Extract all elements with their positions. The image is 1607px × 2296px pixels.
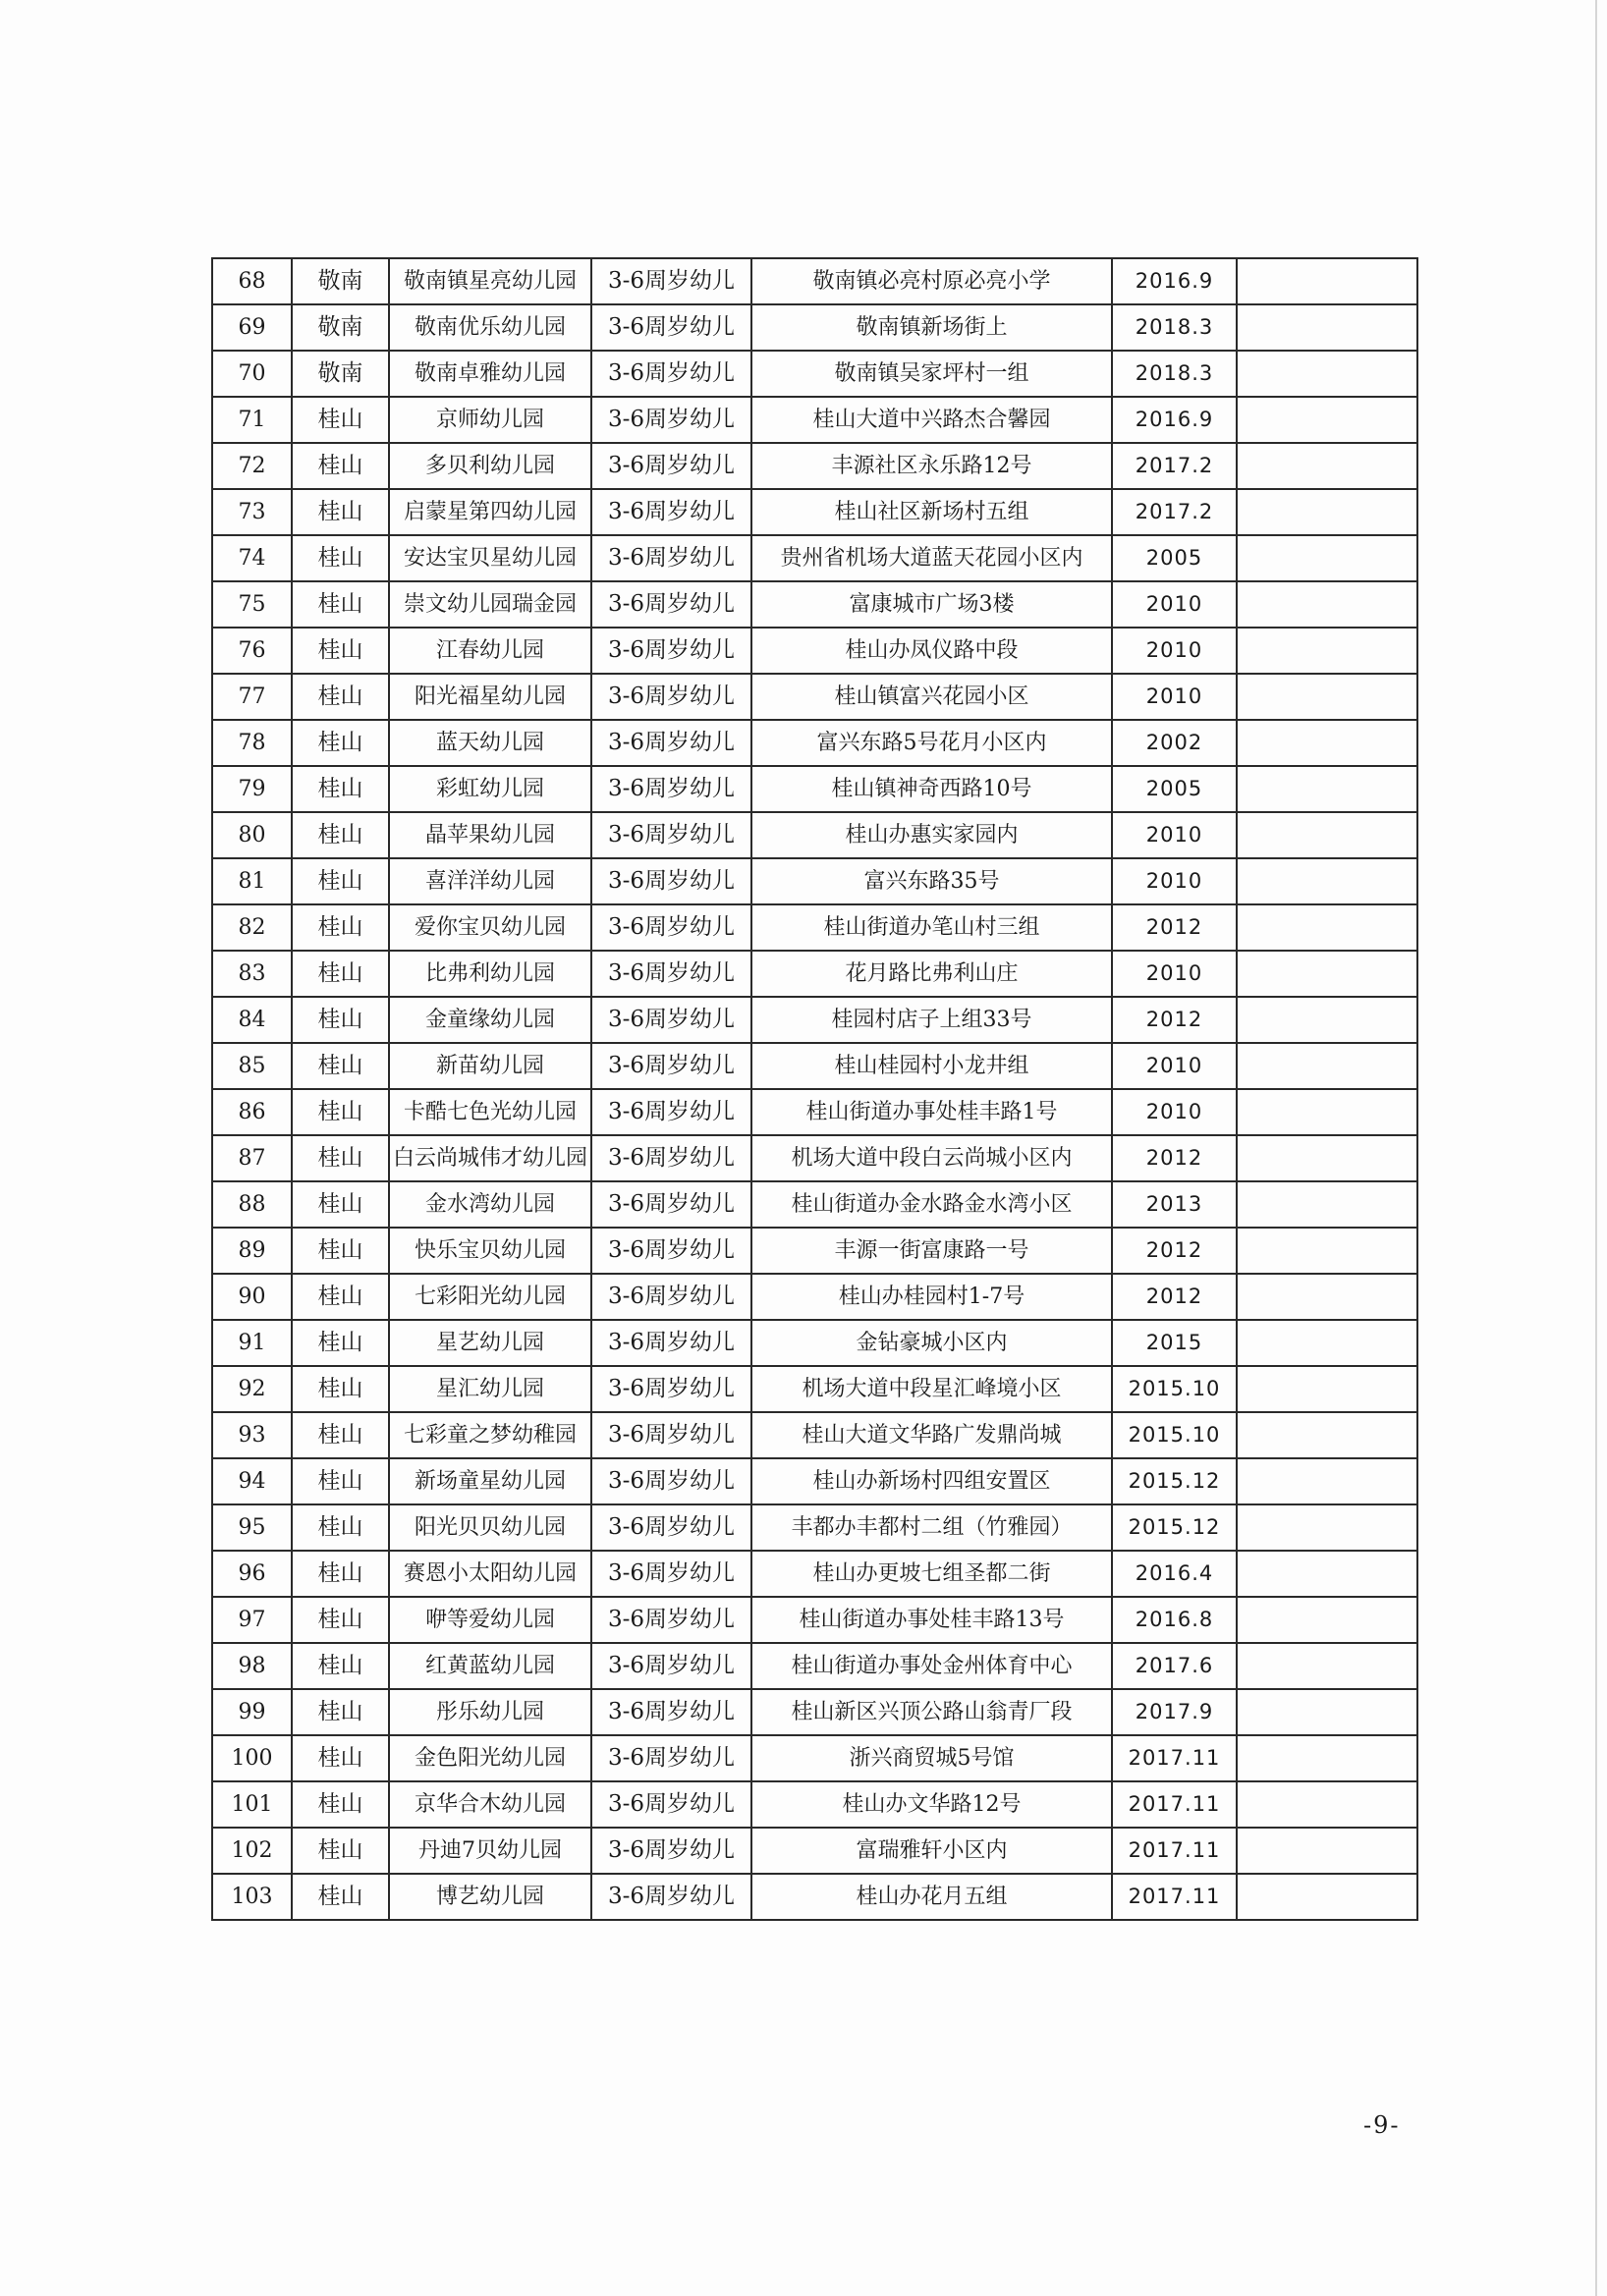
cell-kindergarten-name: 敬南卓雅幼儿园 [389,351,591,397]
cell-blank [1237,1089,1417,1135]
table-row [212,397,1417,443]
table-row [212,1874,1417,1920]
cell-address: 桂山办更坡七组圣都二街 [751,1551,1112,1597]
cell-blank [1237,1735,1417,1781]
cell-date: 2018.3 [1112,351,1237,397]
cell-kindergarten-name: 金水湾幼儿园 [389,1181,591,1228]
cell-town: 桂山 [292,674,389,720]
cell-town: 桂山 [292,951,389,997]
cell-town: 桂山 [292,997,389,1043]
cell-age-range: 3-6周岁幼儿 [591,766,751,812]
cell-age-range: 3-6周岁幼儿 [591,1689,751,1735]
table-row [212,720,1417,766]
cell-town: 桂山 [292,1828,389,1874]
cell-date: 2018.3 [1112,304,1237,351]
cell-kindergarten-name: 星汇幼儿园 [389,1366,591,1412]
table-row [212,1412,1417,1458]
cell-address: 桂山新区兴顶公路山翁青厂段 [751,1689,1112,1735]
cell-address: 机场大道中段白云尚城小区内 [751,1135,1112,1181]
table-row [212,1320,1417,1366]
cell-date: 2016.9 [1112,258,1237,304]
cell-address: 桂山办新场村四组安置区 [751,1458,1112,1504]
cell-address: 金钻豪城小区内 [751,1320,1112,1366]
cell-blank [1237,1504,1417,1551]
cell-date: 2010 [1112,812,1237,858]
cell-town: 桂山 [292,1504,389,1551]
table-row [212,812,1417,858]
cell-age-range: 3-6周岁幼儿 [591,351,751,397]
cell-blank [1237,858,1417,904]
cell-date: 2016.8 [1112,1597,1237,1643]
cell-number: 74 [212,535,292,581]
table-row [212,1228,1417,1274]
cell-date: 2010 [1112,628,1237,674]
cell-date: 2012 [1112,997,1237,1043]
cell-address: 丰都办丰都村二组（竹雅园） [751,1504,1112,1551]
table-row [212,304,1417,351]
cell-town: 桂山 [292,1597,389,1643]
cell-date: 2013 [1112,1181,1237,1228]
cell-address: 桂山镇神奇西路10号 [751,766,1112,812]
table-row [212,1043,1417,1089]
cell-age-range: 3-6周岁幼儿 [591,858,751,904]
cell-number: 82 [212,904,292,951]
cell-town: 桂山 [292,1643,389,1689]
cell-number: 70 [212,351,292,397]
cell-age-range: 3-6周岁幼儿 [591,812,751,858]
cell-number: 103 [212,1874,292,1920]
cell-number: 80 [212,812,292,858]
cell-town: 桂山 [292,1320,389,1366]
cell-age-range: 3-6周岁幼儿 [591,443,751,489]
table-row [212,581,1417,628]
cell-blank [1237,720,1417,766]
cell-number: 75 [212,581,292,628]
cell-blank [1237,674,1417,720]
cell-date: 2015.12 [1112,1458,1237,1504]
cell-address: 丰源一街富康路一号 [751,1228,1112,1274]
cell-blank [1237,1828,1417,1874]
cell-address: 桂山桂园村小龙井组 [751,1043,1112,1089]
table-row [212,443,1417,489]
cell-town: 桂山 [292,720,389,766]
cell-kindergarten-name: 星艺幼儿园 [389,1320,591,1366]
cell-number: 69 [212,304,292,351]
cell-number: 86 [212,1089,292,1135]
cell-number: 95 [212,1504,292,1551]
cell-blank [1237,1135,1417,1181]
cell-age-range: 3-6周岁幼儿 [591,1320,751,1366]
cell-kindergarten-name: 安达宝贝星幼儿园 [389,535,591,581]
cell-kindergarten-name: 赛恩小太阳幼儿园 [389,1551,591,1597]
cell-blank [1237,628,1417,674]
cell-town: 桂山 [292,1689,389,1735]
cell-address: 桂山大道文华路广发鼎尚城 [751,1412,1112,1458]
cell-blank [1237,1181,1417,1228]
cell-blank [1237,1274,1417,1320]
cell-town: 敬南 [292,351,389,397]
cell-kindergarten-name: 喜洋洋幼儿园 [389,858,591,904]
cell-blank [1237,1874,1417,1920]
table-row [212,628,1417,674]
cell-age-range: 3-6周岁幼儿 [591,720,751,766]
cell-number: 101 [212,1781,292,1828]
cell-kindergarten-name: 爱你宝贝幼儿园 [389,904,591,951]
cell-date: 2002 [1112,720,1237,766]
cell-kindergarten-name: 晶苹果幼儿园 [389,812,591,858]
cell-age-range: 3-6周岁幼儿 [591,258,751,304]
cell-age-range: 3-6周岁幼儿 [591,997,751,1043]
cell-number: 94 [212,1458,292,1504]
cell-date: 2010 [1112,1089,1237,1135]
cell-address: 桂山办桂园村1-7号 [751,1274,1112,1320]
cell-town: 桂山 [292,1043,389,1089]
cell-number: 97 [212,1597,292,1643]
cell-date: 2015.12 [1112,1504,1237,1551]
cell-town: 桂山 [292,535,389,581]
cell-date: 2010 [1112,674,1237,720]
cell-blank [1237,304,1417,351]
cell-address: 富兴东路35号 [751,858,1112,904]
cell-date: 2010 [1112,1043,1237,1089]
cell-blank [1237,397,1417,443]
table-row [212,1135,1417,1181]
table-row [212,1274,1417,1320]
table-row [212,674,1417,720]
cell-town: 桂山 [292,1458,389,1504]
table-row [212,1181,1417,1228]
table-row [212,1597,1417,1643]
cell-blank [1237,489,1417,535]
cell-kindergarten-name: 七彩阳光幼儿园 [389,1274,591,1320]
cell-town: 桂山 [292,443,389,489]
cell-number: 87 [212,1135,292,1181]
table-row [212,904,1417,951]
table-row [212,1781,1417,1828]
cell-age-range: 3-6周岁幼儿 [591,1597,751,1643]
cell-address: 桂山办文华路12号 [751,1781,1112,1828]
cell-blank [1237,1412,1417,1458]
cell-number: 100 [212,1735,292,1781]
cell-kindergarten-name: 启蒙星第四幼儿园 [389,489,591,535]
cell-kindergarten-name: 蓝天幼儿园 [389,720,591,766]
table-row [212,258,1417,304]
cell-date: 2015 [1112,1320,1237,1366]
cell-blank [1237,1458,1417,1504]
cell-age-range: 3-6周岁幼儿 [591,1735,751,1781]
cell-kindergarten-name: 京华合木幼儿园 [389,1781,591,1828]
cell-date: 2017.11 [1112,1781,1237,1828]
cell-address: 花月路比弗利山庄 [751,951,1112,997]
cell-age-range: 3-6周岁幼儿 [591,1643,751,1689]
cell-kindergarten-name: 博艺幼儿园 [389,1874,591,1920]
cell-address: 富瑞雅轩小区内 [751,1828,1112,1874]
cell-date: 2017.2 [1112,489,1237,535]
cell-town: 桂山 [292,581,389,628]
cell-kindergarten-name: 快乐宝贝幼儿园 [389,1228,591,1274]
cell-date: 2010 [1112,951,1237,997]
cell-date: 2015.10 [1112,1412,1237,1458]
cell-number: 98 [212,1643,292,1689]
cell-date: 2017.11 [1112,1828,1237,1874]
table-row [212,1366,1417,1412]
cell-age-range: 3-6周岁幼儿 [591,1412,751,1458]
cell-kindergarten-name: 阳光福星幼儿园 [389,674,591,720]
cell-number: 68 [212,258,292,304]
cell-date: 2012 [1112,1228,1237,1274]
cell-kindergarten-name: 彤乐幼儿园 [389,1689,591,1735]
cell-age-range: 3-6周岁幼儿 [591,1228,751,1274]
cell-date: 2016.9 [1112,397,1237,443]
cell-address: 浙兴商贸城5号馆 [751,1735,1112,1781]
cell-kindergarten-name: 金色阳光幼儿园 [389,1735,591,1781]
cell-address: 贵州省机场大道蓝天花园小区内 [751,535,1112,581]
cell-blank [1237,1689,1417,1735]
cell-number: 79 [212,766,292,812]
cell-number: 92 [212,1366,292,1412]
cell-number: 93 [212,1412,292,1458]
cell-kindergarten-name: 京师幼儿园 [389,397,591,443]
cell-town: 桂山 [292,1412,389,1458]
cell-kindergarten-name: 咿等爱幼儿园 [389,1597,591,1643]
cell-address: 桂园村店子上组33号 [751,997,1112,1043]
cell-date: 2017.9 [1112,1689,1237,1735]
cell-town: 桂山 [292,628,389,674]
cell-date: 2010 [1112,858,1237,904]
cell-number: 73 [212,489,292,535]
cell-age-range: 3-6周岁幼儿 [591,1458,751,1504]
cell-age-range: 3-6周岁幼儿 [591,1366,751,1412]
cell-number: 89 [212,1228,292,1274]
cell-blank [1237,904,1417,951]
cell-blank [1237,766,1417,812]
cell-date: 2016.4 [1112,1551,1237,1597]
table-row [212,997,1417,1043]
cell-kindergarten-name: 白云尚城伟才幼儿园 [389,1135,591,1181]
cell-blank [1237,951,1417,997]
page-number: -9- [1363,2111,1401,2139]
cell-town: 桂山 [292,858,389,904]
scan-edge-line [1595,0,1597,2296]
cell-town: 桂山 [292,1181,389,1228]
cell-number: 78 [212,720,292,766]
cell-town: 敬南 [292,304,389,351]
cell-number: 102 [212,1828,292,1874]
cell-date: 2017.2 [1112,443,1237,489]
cell-date: 2012 [1112,1135,1237,1181]
cell-number: 96 [212,1551,292,1597]
cell-age-range: 3-6周岁幼儿 [591,904,751,951]
cell-date: 2017.11 [1112,1735,1237,1781]
cell-kindergarten-name: 新场童星幼儿园 [389,1458,591,1504]
cell-kindergarten-name: 江春幼儿园 [389,628,591,674]
cell-address: 桂山办凤仪路中段 [751,628,1112,674]
cell-number: 88 [212,1181,292,1228]
cell-age-range: 3-6周岁幼儿 [591,951,751,997]
cell-town: 桂山 [292,766,389,812]
cell-date: 2015.10 [1112,1366,1237,1412]
cell-blank [1237,258,1417,304]
cell-kindergarten-name: 崇文幼儿园瑞金园 [389,581,591,628]
cell-blank [1237,1366,1417,1412]
cell-address: 敬南镇新场街上 [751,304,1112,351]
cell-blank [1237,1043,1417,1089]
cell-kindergarten-name: 阳光贝贝幼儿园 [389,1504,591,1551]
cell-age-range: 3-6周岁幼儿 [591,535,751,581]
cell-town: 桂山 [292,1228,389,1274]
kindergarten-table [211,257,1418,1921]
cell-date: 2010 [1112,581,1237,628]
table-row [212,1551,1417,1597]
cell-age-range: 3-6周岁幼儿 [591,1043,751,1089]
cell-number: 84 [212,997,292,1043]
cell-date: 2017.6 [1112,1643,1237,1689]
cell-kindergarten-name: 敬南镇星亮幼儿园 [389,258,591,304]
table-body [212,258,1417,1920]
cell-age-range: 3-6周岁幼儿 [591,397,751,443]
cell-town: 桂山 [292,1874,389,1920]
cell-date: 2012 [1112,904,1237,951]
cell-blank [1237,812,1417,858]
table-row [212,1504,1417,1551]
cell-blank [1237,351,1417,397]
cell-number: 81 [212,858,292,904]
table-row [212,1735,1417,1781]
cell-address: 桂山社区新场村五组 [751,489,1112,535]
table-row [212,1458,1417,1504]
cell-address: 富兴东路5号花月小区内 [751,720,1112,766]
cell-blank [1237,443,1417,489]
cell-age-range: 3-6周岁幼儿 [591,1089,751,1135]
cell-town: 桂山 [292,397,389,443]
cell-address: 桂山办惠实家园内 [751,812,1112,858]
cell-kindergarten-name: 丹迪7贝幼儿园 [389,1828,591,1874]
cell-number: 83 [212,951,292,997]
cell-address: 富康城市广场3楼 [751,581,1112,628]
cell-kindergarten-name: 金童缘幼儿园 [389,997,591,1043]
cell-address: 机场大道中段星汇峰境小区 [751,1366,1112,1412]
cell-town: 桂山 [292,812,389,858]
cell-blank [1237,1551,1417,1597]
cell-blank [1237,1643,1417,1689]
cell-age-range: 3-6周岁幼儿 [591,1504,751,1551]
cell-town: 桂山 [292,1735,389,1781]
cell-blank [1237,997,1417,1043]
cell-blank [1237,535,1417,581]
cell-address: 桂山街道办事处桂丰路13号 [751,1597,1112,1643]
cell-kindergarten-name: 卡酷七色光幼儿园 [389,1089,591,1135]
cell-age-range: 3-6周岁幼儿 [591,489,751,535]
cell-address: 桂山镇富兴花园小区 [751,674,1112,720]
cell-age-range: 3-6周岁幼儿 [591,628,751,674]
cell-age-range: 3-6周岁幼儿 [591,1781,751,1828]
cell-age-range: 3-6周岁幼儿 [591,1181,751,1228]
cell-town: 桂山 [292,1781,389,1828]
cell-kindergarten-name: 比弗利幼儿园 [389,951,591,997]
table-row [212,351,1417,397]
cell-town: 桂山 [292,904,389,951]
table-row [212,1828,1417,1874]
table-row [212,858,1417,904]
cell-blank [1237,1320,1417,1366]
cell-date: 2005 [1112,766,1237,812]
cell-number: 71 [212,397,292,443]
cell-date: 2012 [1112,1274,1237,1320]
cell-address: 敬南镇吴家坪村一组 [751,351,1112,397]
cell-address: 桂山大道中兴路杰合馨园 [751,397,1112,443]
cell-kindergarten-name: 彩虹幼儿园 [389,766,591,812]
cell-address: 丰源社区永乐路12号 [751,443,1112,489]
table-row [212,1643,1417,1689]
cell-age-range: 3-6周岁幼儿 [591,1874,751,1920]
cell-number: 91 [212,1320,292,1366]
cell-number: 85 [212,1043,292,1089]
table-row [212,1089,1417,1135]
cell-age-range: 3-6周岁幼儿 [591,581,751,628]
cell-blank [1237,1597,1417,1643]
cell-town: 桂山 [292,1551,389,1597]
table-row [212,489,1417,535]
cell-age-range: 3-6周岁幼儿 [591,304,751,351]
cell-town: 桂山 [292,1135,389,1181]
cell-blank [1237,581,1417,628]
cell-town: 桂山 [292,1089,389,1135]
cell-age-range: 3-6周岁幼儿 [591,1135,751,1181]
table-row [212,1689,1417,1735]
cell-town: 敬南 [292,258,389,304]
cell-date: 2005 [1112,535,1237,581]
cell-kindergarten-name: 新苗幼儿园 [389,1043,591,1089]
table-row [212,535,1417,581]
cell-number: 90 [212,1274,292,1320]
cell-address: 桂山街道办笔山村三组 [751,904,1112,951]
cell-age-range: 3-6周岁幼儿 [591,1828,751,1874]
cell-town: 桂山 [292,489,389,535]
cell-kindergarten-name: 七彩童之梦幼稚园 [389,1412,591,1458]
cell-address: 敬南镇必亮村原必亮小学 [751,258,1112,304]
cell-number: 76 [212,628,292,674]
cell-age-range: 3-6周岁幼儿 [591,674,751,720]
cell-age-range: 3-6周岁幼儿 [591,1551,751,1597]
cell-number: 72 [212,443,292,489]
cell-number: 99 [212,1689,292,1735]
cell-age-range: 3-6周岁幼儿 [591,1274,751,1320]
cell-blank [1237,1781,1417,1828]
cell-address: 桂山街道办金水路金水湾小区 [751,1181,1112,1228]
table-row [212,766,1417,812]
cell-date: 2017.11 [1112,1874,1237,1920]
cell-address: 桂山街道办事处桂丰路1号 [751,1089,1112,1135]
cell-number: 77 [212,674,292,720]
cell-kindergarten-name: 红黄蓝幼儿园 [389,1643,591,1689]
cell-kindergarten-name: 敬南优乐幼儿园 [389,304,591,351]
cell-kindergarten-name: 多贝利幼儿园 [389,443,591,489]
cell-address: 桂山街道办事处金州体育中心 [751,1643,1112,1689]
cell-address: 桂山办花月五组 [751,1874,1112,1920]
cell-town: 桂山 [292,1274,389,1320]
table-row [212,951,1417,997]
cell-town: 桂山 [292,1366,389,1412]
cell-blank [1237,1228,1417,1274]
